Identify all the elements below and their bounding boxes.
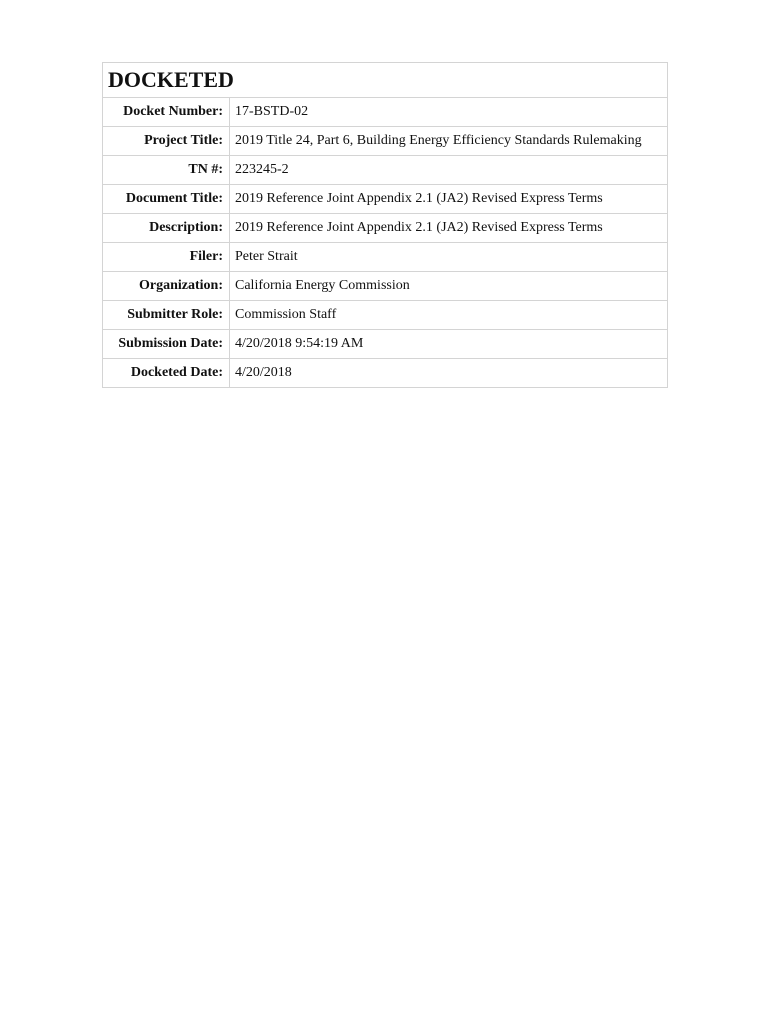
docket-number-label: Docket Number:: [103, 98, 230, 127]
document-title-value: 2019 Reference Joint Appendix 2.1 (JA2) Revised Express Terms: [230, 185, 668, 214]
docket-number-row: [103, 98, 668, 127]
project-title-label: Project Title:: [103, 127, 230, 156]
submitter-role-label: Submitter Role:: [103, 301, 230, 330]
project-title-value: 2019 Title 24, Part 6, Building Energy Efficiency Standards Rulemaking: [230, 127, 668, 156]
submitter-role-value: Commission Staff: [230, 301, 668, 330]
document-title-label: Document Title:: [103, 185, 230, 214]
docket-cover-table: [102, 62, 668, 388]
docketed-date-label: Docketed Date:: [103, 359, 230, 388]
submission-date-row: [103, 330, 668, 359]
organization-value: California Energy Commission: [230, 272, 668, 301]
filer-row: [103, 243, 668, 272]
filer-value: Peter Strait: [230, 243, 668, 272]
submission-date-label: Submission Date:: [103, 330, 230, 359]
description-row: [103, 214, 668, 243]
organization-label: Organization:: [103, 272, 230, 301]
filer-label: Filer:: [103, 243, 230, 272]
document-title-row: [103, 185, 668, 214]
organization-row: [103, 272, 668, 301]
docketed-date-row: [103, 359, 668, 388]
tn-number-row: [103, 156, 668, 185]
docket-title-row: [103, 63, 668, 98]
docketed-date-value: 4/20/2018: [230, 359, 668, 388]
submission-date-value: 4/20/2018 9:54:19 AM: [230, 330, 668, 359]
docket-number-value: 17-BSTD-02: [230, 98, 668, 127]
project-title-row: [103, 127, 668, 156]
description-label: Description:: [103, 214, 230, 243]
tn-number-value: 223245-2: [230, 156, 668, 185]
description-value: 2019 Reference Joint Appendix 2.1 (JA2) Revised Express Terms: [230, 214, 668, 243]
submitter-role-row: [103, 301, 668, 330]
docketed-heading: DOCKETED: [103, 63, 668, 98]
tn-number-label: TN #:: [103, 156, 230, 185]
